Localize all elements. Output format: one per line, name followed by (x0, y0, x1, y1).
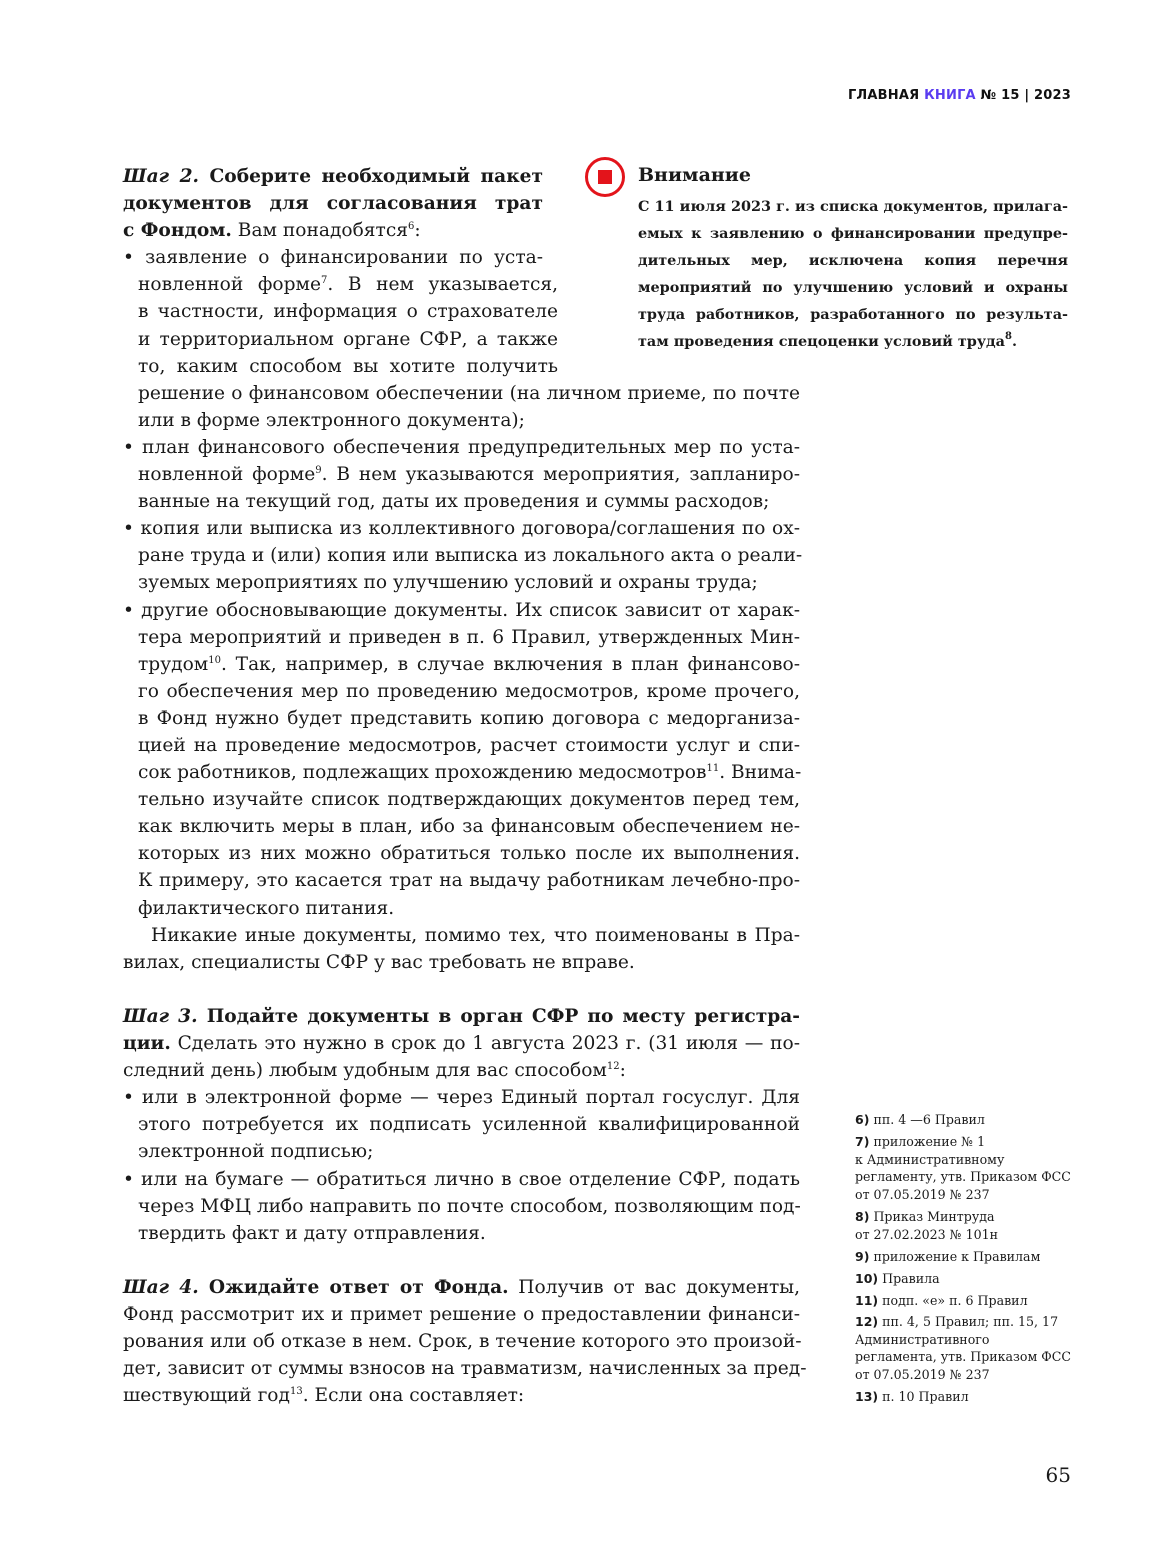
text-line (123, 813, 800, 840)
footnote-text: приложение к Правилам (873, 1249, 1041, 1264)
footnote-ref: 8 (1004, 331, 1012, 342)
body-text: • или в электронной форме — через Единый портал госуслуг. Для (123, 1087, 800, 1109)
body-text: через МФЦ либо направить по почте способом, позволяющим под- (138, 1195, 801, 1217)
body-text: в частности, информация о страхователе (138, 301, 558, 323)
text-line (123, 651, 800, 678)
footnote-number: 10) (855, 1271, 879, 1286)
footnote-number: 13) (855, 1389, 879, 1404)
footnote-text: п. 10 Правил (882, 1389, 969, 1404)
footnote-number: 8) (855, 1209, 870, 1224)
text-line (123, 217, 543, 244)
body-text: твердить факт и дату отправления. (138, 1222, 486, 1244)
footnote-line (855, 1292, 1075, 1310)
text-line (123, 1030, 800, 1057)
body-text: . Внима- (719, 762, 802, 784)
step-label: Шаг 3. (123, 1006, 198, 1027)
body-text: или в форме электронного документа); (138, 409, 525, 431)
step-heading: Соберите необходимый пакет (199, 166, 543, 187)
footnote-text: подп. «е» п. 6 Правил (882, 1293, 1028, 1308)
attention-text: там проведения спецоценки условий труда (638, 333, 1005, 350)
body-text: филактического питания. (138, 897, 395, 919)
body-text: Никакие иные документы, помимо тех, что поименованы в Пра- (151, 924, 800, 946)
text-line (123, 515, 800, 542)
text-line (123, 488, 800, 515)
footnote (855, 1292, 1075, 1310)
text-line (123, 434, 800, 461)
footnote-text: к Административному (855, 1151, 1005, 1167)
body-text: шествующий год (123, 1385, 290, 1407)
body-text: ванные на текущий год, даты их проведения и суммы расходов; (138, 491, 770, 513)
body-text: Получив от вас документы, (508, 1277, 801, 1298)
text-line (123, 407, 800, 434)
footnote-line (855, 1313, 1075, 1331)
footnote-number: 6) (855, 1112, 870, 1127)
body-text: как включить меры в план, ибо за финансовым обеспечением не- (138, 816, 800, 838)
page-number: 65 (1045, 1463, 1071, 1487)
body-text: ране труда и (или) копия или выписка из локального акта о реали- (138, 545, 803, 567)
footnote-line (855, 1366, 1075, 1384)
body-text: • или на бумаге — обратиться лично в свое отделение СФР, подать (123, 1168, 800, 1190)
text-line (123, 597, 800, 624)
footnote-ref: 6 (407, 221, 415, 233)
step-label: Шаг 2. (123, 166, 199, 187)
text-line (123, 1274, 800, 1301)
body-text: в Фонд нужно будет представить копию договора с медорганиза- (138, 707, 800, 729)
text-line (123, 867, 800, 894)
running-header (848, 88, 1071, 103)
step-3-section (123, 1003, 800, 1247)
footnote-text: приложение № 1 (873, 1134, 986, 1149)
body-text: зуемых мероприятиях по улучшению условий и охраны труда; (138, 572, 758, 594)
footnote-number: 11) (855, 1293, 879, 1308)
brand-name-accent: КНИГА (924, 88, 976, 103)
text-line (123, 1220, 800, 1247)
text-line (123, 1084, 800, 1111)
text-line (123, 1138, 800, 1165)
footnote-text: Приказ Минтруда (873, 1209, 995, 1224)
body-text: . В нем указываются мероприятия, запланиро- (321, 464, 800, 486)
body-text: цией на проведение медосмотров, расчет стоимости услуг и спи- (138, 734, 800, 756)
attention-text: дительных мер, исключена копия перечня (638, 252, 1068, 269)
footnote-ref: 7 (320, 275, 328, 287)
text-line (123, 705, 800, 732)
text-line (123, 569, 800, 596)
body-text: тера мероприятий и приведен в п. 6 Правил, утвержденных Мин- (138, 626, 800, 648)
text-line (123, 244, 543, 271)
text-line (123, 271, 558, 298)
footnote-number: 7) (855, 1134, 870, 1149)
footnote-line (855, 1111, 1075, 1129)
attention-title: Внимание (638, 164, 751, 186)
step-heading: Ожидайте ответ от Фонда. (198, 1277, 509, 1298)
attention-text: мероприятий по улучшению условий и охраны (638, 279, 1068, 296)
body-text: : (619, 1060, 626, 1082)
text-line (123, 542, 803, 569)
footnote-text: пп. 4, 5 Правил; пп. 15, 17 (882, 1314, 1059, 1329)
footnote-text: от 07.05.2019 № 237 (855, 1366, 990, 1382)
text-line (123, 786, 800, 813)
body-text: Сделать это нужно в срок до 1 августа 2023 г. (31 июля — по- (170, 1033, 800, 1055)
attention-text: емых к заявлению о финансировании предупре- (638, 225, 1068, 242)
text-line (123, 678, 800, 705)
text-line (123, 922, 800, 949)
footnote-line (855, 1208, 1075, 1226)
body-text: • заявление о финансировании по уста- (123, 247, 543, 269)
text-line (123, 732, 800, 759)
text-line (123, 1003, 800, 1030)
footnote-line (855, 1226, 1075, 1244)
body-text: рования или об отказе в нем. Срок, в течение которого это произой- (123, 1331, 802, 1353)
step-heading: Подайте документы в орган СФР по месту регистра- (197, 1006, 800, 1027)
footnote (855, 1248, 1075, 1266)
text-line (123, 1111, 800, 1138)
footnote-number: 12) (855, 1314, 879, 1329)
step-heading: документов для согласования трат (123, 193, 543, 215)
body-text: Фонд рассмотрит их и примет решение о предоставлении финанси- (123, 1304, 800, 1326)
body-text: • копия или выписка из коллективного договора/соглашения по ох- (123, 518, 800, 540)
footnote-text: Административного (855, 1331, 990, 1347)
footnote (855, 1388, 1075, 1406)
text-line (123, 759, 800, 786)
body-text: • другие обосновывающие документы. Их список зависит от харак- (123, 599, 800, 621)
footnote-ref: 9 (315, 465, 322, 477)
footnote-line (855, 1133, 1075, 1151)
text-line (123, 1328, 800, 1355)
text-line (123, 1193, 800, 1220)
footnote (855, 1208, 1075, 1243)
text-line (123, 298, 558, 325)
text-line (123, 461, 800, 488)
body-text: • план финансового обеспечения предупредительных мер по уста- (123, 436, 800, 458)
footnote-line (855, 1331, 1075, 1349)
brand-name: ГЛАВНАЯ (847, 88, 920, 103)
text-line (123, 1301, 800, 1328)
body-text: Вам понадобятся (231, 220, 408, 242)
footnote-ref: 12 (606, 1061, 620, 1073)
attention-text: С 11 июля 2023 г. из списка документов, прилага- (638, 198, 1068, 215)
text-line (123, 380, 800, 407)
footnote-ref: 13 (289, 1386, 303, 1398)
step-label: Шаг 4. (123, 1277, 199, 1298)
footnote-number: 9) (855, 1249, 870, 1264)
body-text: сок работников, подлежащих прохождению медосмотров (138, 762, 707, 784)
step-2-section (123, 163, 803, 976)
text-line (123, 949, 800, 976)
body-text: . Так, например, в случае включения в план финансово- (220, 653, 800, 675)
footnote-text: от 27.02.2023 № 101н (855, 1226, 999, 1242)
footnote-line (855, 1270, 1075, 1288)
footnote (855, 1270, 1075, 1288)
text-line (123, 190, 543, 217)
issue-number: № 15 | 2023 (980, 88, 1071, 103)
body-text: и территориальном органе СФР, а также (138, 328, 558, 350)
text-line (123, 163, 543, 190)
body-text: то, каким способом вы хотите получить (138, 355, 558, 377)
footnote (855, 1111, 1075, 1129)
text-line (123, 1355, 807, 1382)
body-text: дет, зависит от суммы взносов на травматизм, начисленных за пред- (123, 1358, 807, 1380)
text-line (123, 1382, 800, 1409)
footnote-text: регламента, утв. Приказом ФСС (855, 1349, 1072, 1364)
step-4-section (123, 1274, 807, 1409)
footnote-text: от 07.05.2019 № 237 (855, 1186, 990, 1202)
attention-text: . (1011, 333, 1017, 350)
body-text: К примеру, это касается трат на выдачу работникам лечебно-про- (138, 870, 800, 892)
footnote-line (855, 1348, 1075, 1366)
body-text: этого потребуется их подписать усиленной квалифицированной (138, 1114, 800, 1136)
footnote-line (855, 1186, 1075, 1204)
body-text: го обеспечения мер по проведению медосмотров, кроме прочего, (138, 680, 800, 702)
text-line (123, 1057, 800, 1084)
text-line (123, 1166, 800, 1193)
body-text: . Если она составляет: (302, 1385, 525, 1407)
body-text: вилах, специалисты СФР у вас требовать не вправе. (123, 951, 635, 973)
step-heading: с Фондом. (123, 220, 232, 242)
footnote-ref: 10 (208, 654, 221, 666)
attention-text: труда работников, разработанного по результа- (638, 306, 1068, 323)
body-text: новленной форме (138, 464, 316, 486)
body-text: следний день) любым удобным для вас способом (123, 1060, 607, 1082)
body-text: трудом (138, 653, 209, 675)
body-text: новленной форме (138, 274, 321, 296)
text-line (123, 353, 558, 380)
step-heading: ции. (123, 1033, 171, 1055)
body-text: . В нем указывается, (327, 274, 558, 296)
text-line (123, 326, 558, 353)
body-text: которых из них можно обратиться только после их выполнения. (138, 843, 800, 865)
text-line (123, 895, 800, 922)
text-line (123, 840, 800, 867)
footnote-text: Правила (882, 1271, 940, 1286)
text-line (123, 624, 800, 651)
footnote-ref: 11 (706, 763, 720, 775)
footnote-text: регламенту, утв. Приказом ФСС (855, 1169, 1071, 1184)
body-text: : (414, 220, 421, 242)
footnote (855, 1133, 1075, 1203)
footnote-line (855, 1388, 1075, 1406)
footnote-line (855, 1168, 1075, 1186)
body-text: решение о финансовом обеспечении (на личном приеме, по почте (138, 382, 800, 404)
body-text: тельно изучайте список подтверждающих документов перед тем, (138, 789, 800, 811)
body-text: электронной подписью; (138, 1141, 374, 1163)
footnote-text: пп. 4 —6 Правил (873, 1112, 985, 1127)
footnote (855, 1313, 1075, 1383)
footnote-line (855, 1151, 1075, 1169)
footnote-line (855, 1248, 1075, 1266)
